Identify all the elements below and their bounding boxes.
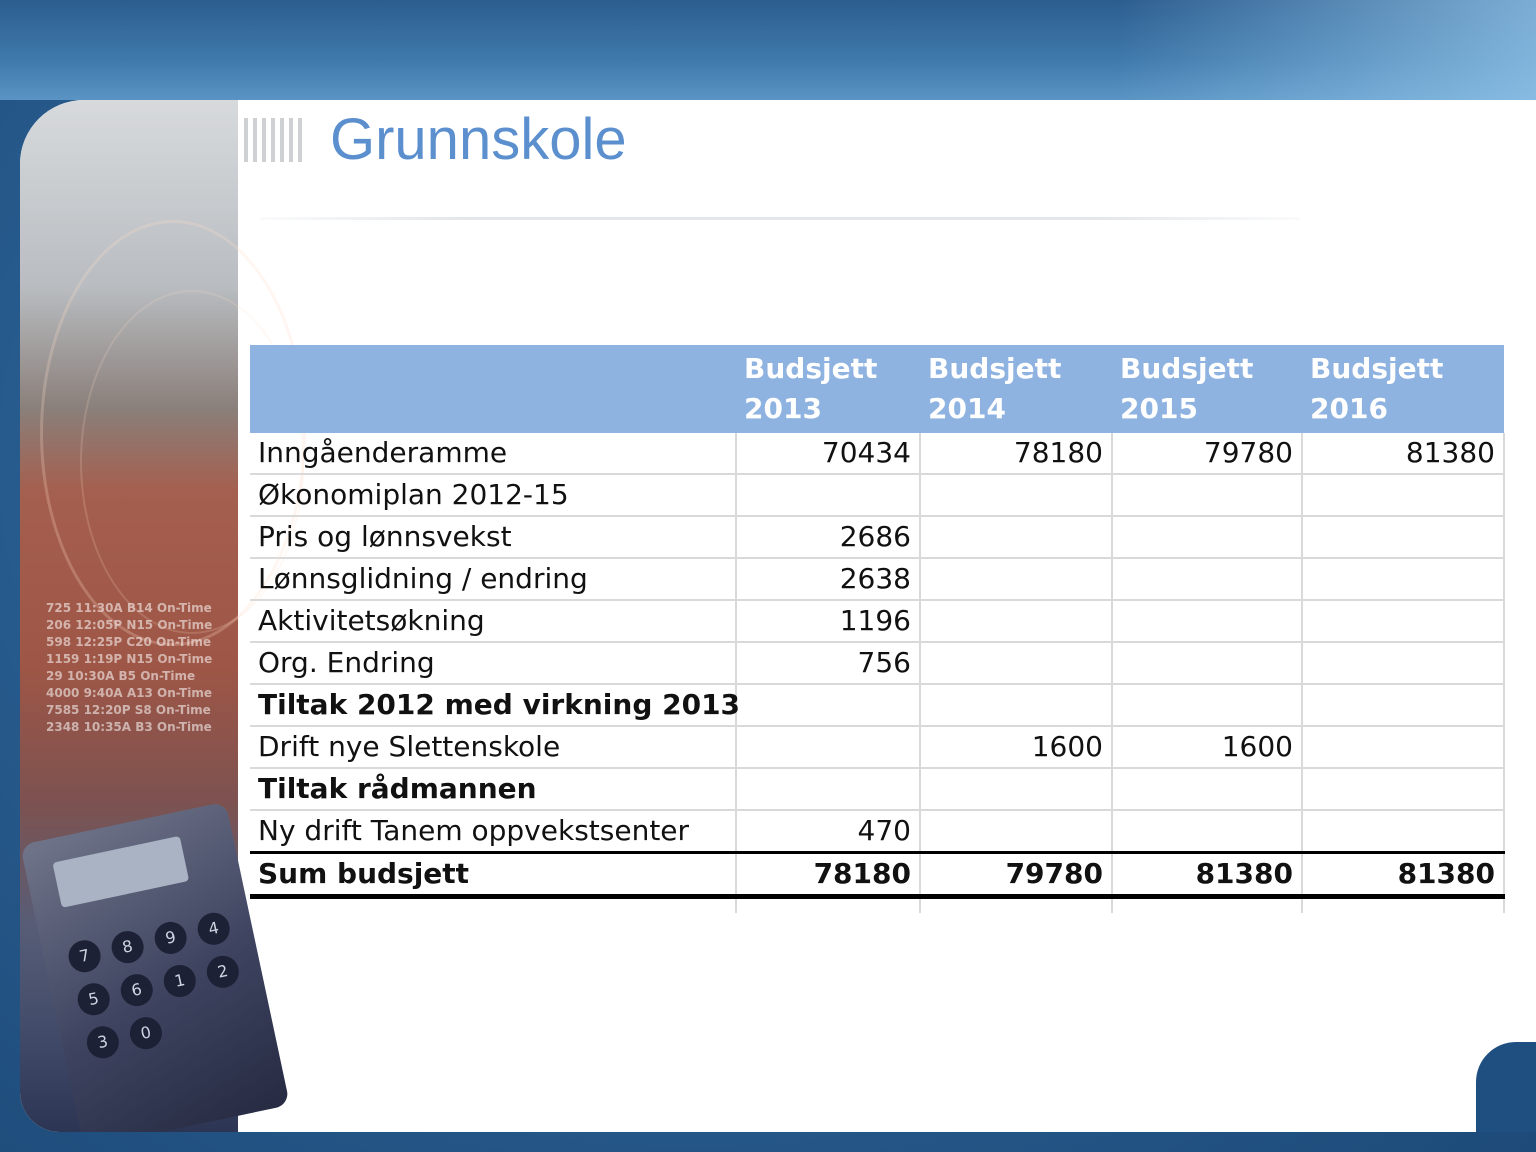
board-line: 206 12:05P N15 On-Time [46,618,213,632]
corner-decoration [1476,1042,1536,1132]
sum-row [250,853,1504,897]
table-row [250,684,1504,726]
calculator-key: 9 [152,919,190,957]
table-header-row [250,345,1504,433]
board-line: 1159 1:19P N15 On-Time [46,652,213,666]
table-cell [1302,642,1504,684]
row-label: Tiltak 2012 med virkning 2013 [250,684,736,726]
calculator-key: 0 [127,1014,165,1052]
row-label: Inngåenderamme [250,433,736,474]
title-decoration [244,118,304,162]
title-divider [260,217,1300,220]
board-line: 4000 9:40A A13 On-Time [46,686,212,700]
table-cell: 1600 [920,726,1112,768]
board-line: 29 10:30A B5 On-Time [46,669,196,683]
table-cell [920,474,1112,516]
table-cell [1112,600,1302,642]
slide-title: Grunnskole [330,107,627,172]
table-row [250,474,1504,516]
table-row [250,642,1504,684]
table-row [250,516,1504,558]
table-row [250,558,1504,600]
table-cell: 79780 [1112,433,1302,474]
table-cell: 470 [736,810,920,853]
table-cell [920,600,1112,642]
calculator-key: 2 [204,953,242,991]
calculator-screen [52,836,189,908]
header-cell: Budsjett 2015 [1112,345,1302,433]
row-label: Drift nye Slettenskole [250,726,736,768]
row-label: Org. Endring [250,642,736,684]
board-line: 598 12:25P C20 On-Time [46,635,211,649]
table-cell [1112,474,1302,516]
table-cell [920,684,1112,726]
tail-cell [920,897,1112,914]
slide [20,100,1536,1132]
calculator-key: 1 [161,962,199,1000]
table-cell [736,684,920,726]
table-cell [920,558,1112,600]
sum-cell: 81380 [1112,853,1302,897]
budget-table [250,345,1505,913]
table-cell [1302,516,1504,558]
row-label: Tiltak rådmannen [250,768,736,810]
row-label: Ny drift Tanem oppvekstsenter [250,810,736,853]
table-cell: 2686 [736,516,920,558]
table-cell [1302,558,1504,600]
decorative-sidebar-image [20,100,238,1132]
table-cell [1302,684,1504,726]
table-cell [1302,474,1504,516]
table-cell [1112,810,1302,853]
table-cell: 81380 [1302,433,1504,474]
tail-cell [1302,897,1504,914]
table-cell [920,642,1112,684]
table-cell [1112,516,1302,558]
calculator-key: 6 [118,971,156,1009]
board-line: 2348 10:35A B3 On-Time [46,720,212,734]
header-cell: Budsjett 2016 [1302,345,1504,433]
row-label: Sum budsjett [250,853,736,897]
table-cell: 70434 [736,433,920,474]
table-row [250,810,1504,853]
sum-cell: 78180 [736,853,920,897]
board-line: 7585 12:20P S8 On-Time [46,703,211,717]
calculator-keypad [58,902,262,1069]
table-cell [920,810,1112,853]
table-cell [1112,642,1302,684]
table-cell: 2638 [736,558,920,600]
calculator-key: 8 [109,928,147,966]
table-cell [1302,768,1504,810]
row-label: Pris og lønnsvekst [250,516,736,558]
table-tail-row [250,897,1504,914]
board-line: 725 11:30A B14 On-Time [46,601,212,615]
calculator-key: 3 [84,1023,122,1061]
table-cell [1302,810,1504,853]
table-cell [920,516,1112,558]
sum-cell: 79780 [920,853,1112,897]
table-cell [1112,768,1302,810]
table-row [250,726,1504,768]
table-cell [736,768,920,810]
calculator-key: 7 [66,937,104,975]
table-cell [1302,600,1504,642]
tail-cell [250,897,736,914]
table-cell [1112,684,1302,726]
header-cell [250,345,736,433]
header-cell: Budsjett 2014 [920,345,1112,433]
table-cell [1112,558,1302,600]
calculator-key: 5 [75,980,113,1018]
table-cell [736,474,920,516]
table-cell: 78180 [920,433,1112,474]
calculator-key: 4 [195,910,233,948]
table-cell: 756 [736,642,920,684]
tail-cell [736,897,920,914]
header-cell: Budsjett 2013 [736,345,920,433]
table-row [250,600,1504,642]
departure-board-image [46,600,236,840]
tail-cell [1112,897,1302,914]
table-row [250,768,1504,810]
row-label: Økonomiplan 2012-15 [250,474,736,516]
table-cell: 1600 [1112,726,1302,768]
table-cell [920,768,1112,810]
table-cell [1302,726,1504,768]
sum-cell: 81380 [1302,853,1504,897]
row-label: Lønnsglidning / endring [250,558,736,600]
table-row [250,433,1504,474]
row-label: Aktivitetsøkning [250,600,736,642]
table-cell [736,726,920,768]
table-cell: 1196 [736,600,920,642]
top-banner [0,0,1536,100]
